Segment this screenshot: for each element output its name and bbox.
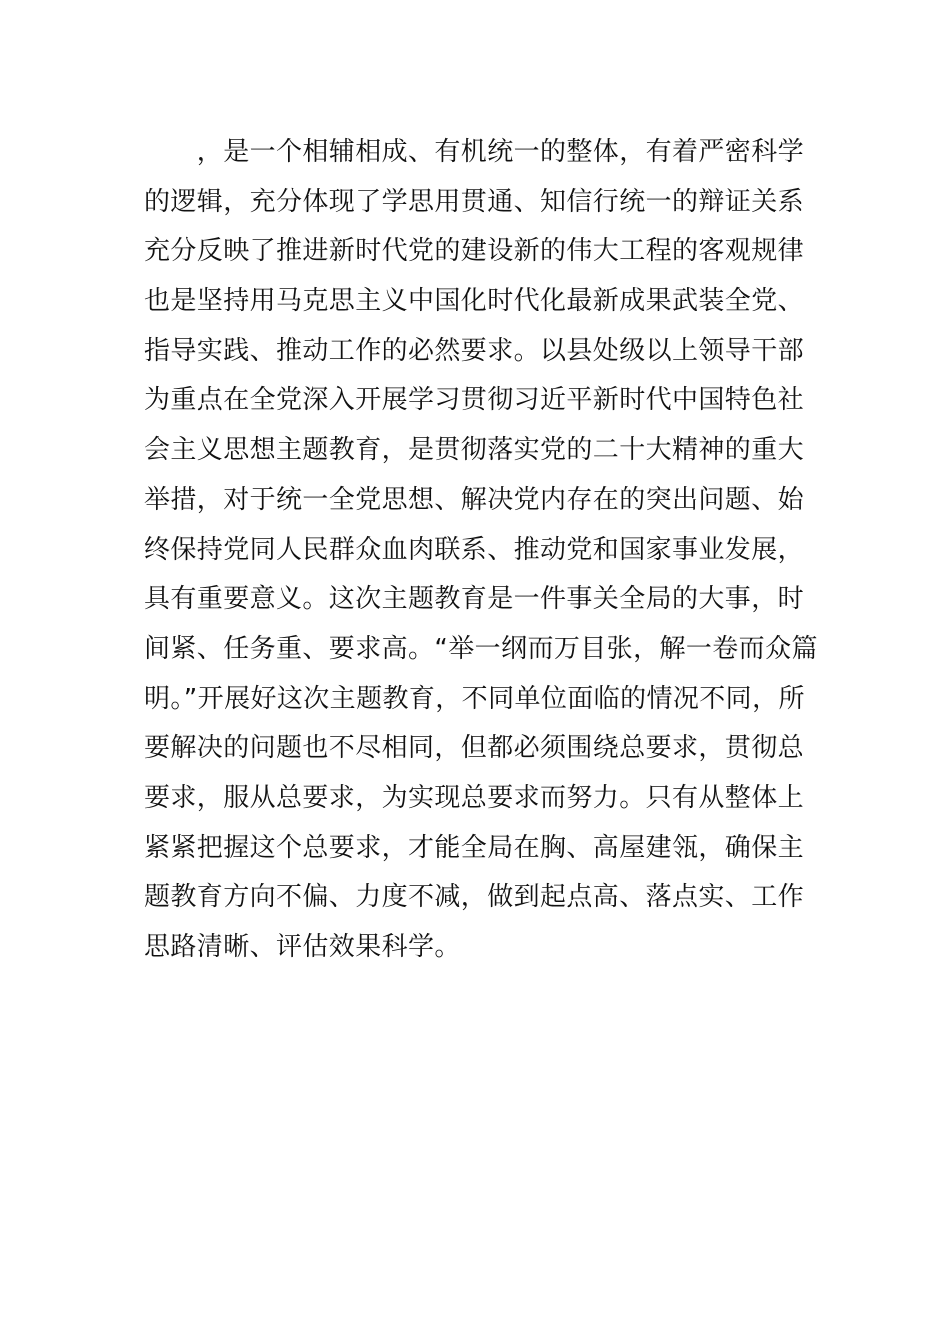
text-line-12: 明。”开展好这次主题教育，不同单位面临的情况不同，所 bbox=[144, 683, 805, 714]
text-line-13: 要解决的问题也不尽相同，但都必须围绕总要求，贯彻总 bbox=[144, 733, 805, 764]
text-line-6: 为重点在全党深入开展学习贯彻习近平新时代中国特色社 bbox=[144, 385, 805, 416]
text-line-17: 思路清晰、评估效果科学。 bbox=[144, 932, 461, 962]
text-line-14: 要求，服从总要求，为实现总要求而努力。只有从整体上 bbox=[144, 782, 805, 813]
text-line-5: 指导实践、推动工作的必然要求。以县处级以上领导干部 bbox=[144, 335, 805, 366]
text-line-10: 具有重要意义。这次主题教育是一件事关全局的大事，时 bbox=[144, 584, 805, 615]
text-line-7: 会主义思想主题教育，是贯彻落实党的二十大精神的重大 bbox=[144, 435, 805, 466]
text-line-11: 间紧、任务重、要求高。“举一纲而万目张，解一卷而众篇 bbox=[144, 633, 818, 664]
text-line-15: 紧紧把握这个总要求，才能全局在胸、高屋建瓴，确保主 bbox=[144, 832, 805, 863]
body-paragraph bbox=[144, 128, 818, 973]
text-line-8: 举措，对于统一全党思想、解决党内存在的突出问题、始 bbox=[144, 484, 805, 515]
text-line-1: ，是一个相辅相成、有机统一的整体，有着严密科学 bbox=[144, 137, 805, 167]
text-line-4: 也是坚持用马克思主义中国化时代化最新成果武装全党、 bbox=[144, 286, 805, 317]
text-line-2: 的逻辑，充分体现了学思用贯通、知信行统一的辩证关系 bbox=[144, 186, 805, 217]
text-line-16: 题教育方向不偏、力度不减，做到起点高、落点实、工作 bbox=[144, 882, 805, 913]
text-line-3: 充分反映了推进新时代党的建设新的伟大工程的客观规律 bbox=[144, 236, 805, 267]
text-line-9: 终保持党同人民群众血肉联系、推动党和国家事业发展， bbox=[144, 534, 805, 565]
